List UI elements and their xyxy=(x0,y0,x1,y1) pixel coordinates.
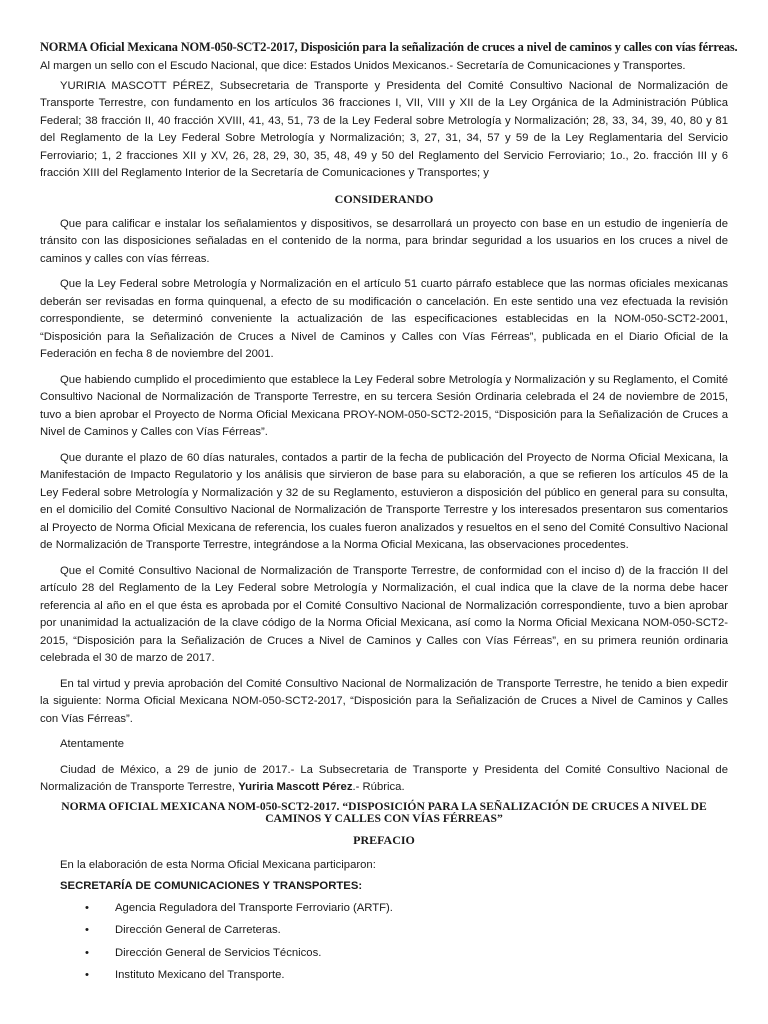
considerando-paragraph: Que el Comité Consultivo Nacional de Normalización de Transporte Terrestre, de conformidad con el inciso d) de la fracción II del artículo 28 del Reglamento de la Ley Federal sobre Metrología y Normalización, el cual indica que la clave de la norma debe hacer referencia al año en el que ésta es aprobada por el Comité Consultivo Nacional de Normalización correspondiente, tuvo a bien aprobar por unanimidad la actualización de la clave código de la Norma Oficial Mexicana, así como la Norma Oficial Mexicana NOM-050-SCT2-2015, “Disposición para la Señalización de Cruces a Nivel de Caminos y Calles con Vías Férreas”, en su primera reunión ordinaria celebrada el 30 de marzo de 2017. xyxy=(40,564,728,664)
participant-label: Dirección General de Servicios Técnicos. xyxy=(115,946,322,959)
margin-seal-text: Al margen un sello con el Escudo Nacional, que dice: Estados Unidos Mexicanos.- Secretaría de Comunicaciones y Transportes. xyxy=(40,60,686,72)
prefacio-intro: En la elaboración de esta Norma Oficial Mexicana participaron: xyxy=(60,858,376,871)
bullet-icon: • xyxy=(85,946,89,959)
participant-label: Dirección General de Carreteras. xyxy=(115,924,281,936)
participant-label: Instituto Mexicano del Transporte. xyxy=(115,969,285,981)
considerando-paragraph: Que habiendo cumplido el procedimiento que establece la Ley Federal sobre Metrología y Normalización y su Reglamento, el Comité Consultivo Nacional de Normalización de Transporte Terrestre, en su tercera Sesión Ordinaria celebrada el 24 de noviembre de 2015, tuvo a bien aprobar el Proyecto de Norma Oficial Mexicana PROY-NOM-050-SCT2-2015, “Disposición para la Señalización de Cruces a Nivel de Caminos y Calles con Vías Férreas”. xyxy=(40,373,728,438)
signature-name: Yuriria Mascott Pérez xyxy=(238,781,353,793)
participants-list xyxy=(40,900,728,985)
considerando-paragraph: Que la Ley Federal sobre Metrología y Normalización en el artículo 51 cuarto párrafo establece que las normas oficiales mexicanas deberán ser revisadas en forma quinquenal, a efecto de su modificación o cancelación. En este sentido una vez efectuada la revisión correspondiente, se determinó conveniente la actualización de las especificaciones establecidas en la NOM-050-SCT2-2001, “Disposición para la Señalización de Cruces a Nivel de Caminos y Calles con Vías Férreas”, publicada en el Diario Oficial de la Federación en fecha 8 de noviembre del 2001. xyxy=(40,278,728,360)
bullet-icon: • xyxy=(85,969,89,981)
closing-text: Atentamente xyxy=(60,738,125,750)
signature-text: Ciudad de México, a 29 de junio de 2017.- La Subsecretaria de Transporte y Presidenta del Comité Consultivo Nacional de Normalización de Transporte Terrestre, xyxy=(40,763,728,793)
organization-heading: SECRETARÍA DE COMUNICACIONES Y TRANSPORTES: xyxy=(60,880,363,892)
participant-label: Agencia Reguladora del Transporte Ferroviario (ARTF). xyxy=(115,901,393,914)
considerando-heading: CONSIDERANDO xyxy=(334,191,434,206)
preamble-paragraph: YURIRIA MASCOTT PÉREZ, Subsecretaria de Transporte y Presidenta del Comité Consultivo Nacional de Normalización de Transporte Terrestre, con fundamento en los artículos 36 fracciones I, VII, VIII y XII de la Ley Orgánica de la Administración Pública Federal; 38 fracción II, 40 fracción XVIII, 41, 43, 51, 73 de la Ley Federal sobre Metrología y Normalización; 28, 33, 34, 39, 40, 80 y 81 del Reglamento de la Ley Federal Sobre Metrología y Normalización; 3, 27, 31, 34, 57 y 59 de la Ley Reglamentaria del Servicio Ferroviario; 1, 2 fracciones XII y XV, 26, 28, 29, 30, 35, 48, 49 y 50 del Reglamento del Servicio Ferroviario; 1o., 2o. fracción III y 6 fracción XIII del Reglamento Interior de la Secretaría de Comunicaciones y Transportes; y xyxy=(40,79,728,179)
list-item xyxy=(40,967,728,985)
list-item xyxy=(40,945,728,963)
document-page xyxy=(40,38,738,990)
list-item xyxy=(40,922,728,940)
document-title: NORMA Oficial Mexicana NOM-050-SCT2-2017, Disposición para la señalización de cruces a nivel de caminos y calles con vías férreas. xyxy=(40,40,738,54)
prefacio-heading: PREFACIO xyxy=(353,832,415,847)
considerando-paragraph: Que para calificar e instalar los señalamientos y dispositivos, se desarrollará un proyecto con base en un estudio de ingeniería de tránsito con las disposiciones señaladas en el contenido de la norma, para brindar seguridad a los usuarios en los cruces a nivel de caminos y calles con vías férreas. xyxy=(40,217,728,265)
considerando-paragraph: Que durante el plazo de 60 días naturales, contados a partir de la fecha de publicación del Proyecto de Norma Oficial Mexicana, la Manifestación de Impacto Regulatorio y los análisis que sirvieron de base para su elaboración, a que se refieren los artículos 45 de la Ley Federal sobre Metrología y Normalización y 32 de su Reglamento, estuvieron a disposición del público en general para su consulta, en el domicilio del Comité Consultivo Nacional de Normalización de Transporte Terrestre y los interesados presentaron sus comentarios al Proyecto de Norma Oficial Mexicana de referencia, los cuales fueron analizados y resueltos en el seno del Comité Consultivo Nacional de Normalización de Transporte Terrestre, integrándose a la Norma Oficial Mexicana, las observaciones procedentes. xyxy=(40,451,728,551)
list-item xyxy=(40,900,728,918)
considerando-paragraph: En tal virtud y previa aprobación del Comité Consultivo Nacional de Normalización de Transporte Terrestre, he tenido a bien expedir la siguiente: Norma Oficial Mexicana NOM-050-SCT2-2017, “Disposición para la Señalización de Cruces a Nivel de Caminos y Calles con Vías Férreas”. xyxy=(40,677,728,725)
bullet-icon: • xyxy=(85,924,89,936)
nom-heading: NORMA OFICIAL MEXICANA NOM-050-SCT2-2017. “DISPOSICIÓN PARA LA SEÑALIZACIÓN DE CRUCES A NIVEL DE CAMINOS Y CALLES CON VÍAS FÉRREAS” xyxy=(61,799,707,825)
signature-paragraph xyxy=(40,762,728,797)
bullet-icon: • xyxy=(85,901,89,914)
signature-suffix: .- Rúbrica. xyxy=(352,781,405,793)
